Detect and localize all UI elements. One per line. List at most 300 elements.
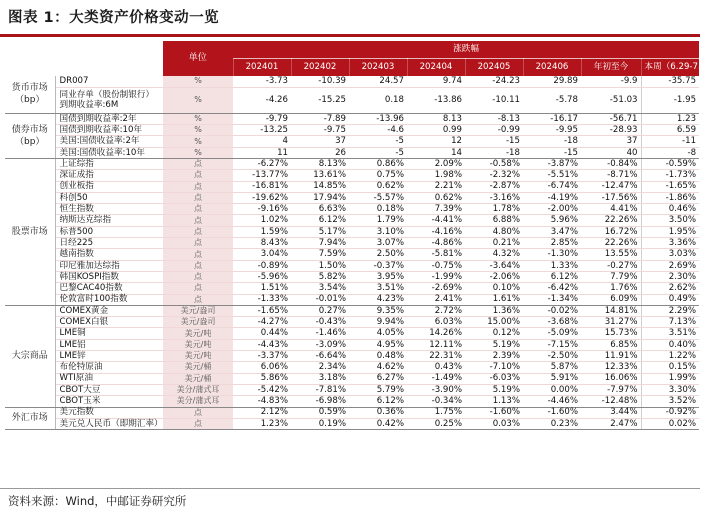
value-cell: -1.65% bbox=[233, 305, 291, 316]
value-cell: -1.86% bbox=[641, 192, 699, 203]
unit-cell: 点 bbox=[163, 204, 233, 215]
unit-cell: % bbox=[163, 147, 233, 158]
value-cell: 1.98% bbox=[407, 170, 465, 181]
value-cell: 0.49% bbox=[641, 294, 699, 305]
table-row bbox=[5, 418, 699, 429]
table-row bbox=[5, 328, 699, 339]
value-cell: 4.95% bbox=[349, 339, 407, 350]
asset-price-table bbox=[5, 41, 715, 430]
table-row bbox=[5, 407, 699, 418]
value-cell: 4.23% bbox=[349, 294, 407, 305]
unit-cell: 点 bbox=[163, 215, 233, 226]
table-row bbox=[5, 181, 699, 192]
value-cell: 3.10% bbox=[349, 226, 407, 237]
table-row bbox=[5, 238, 699, 249]
value-cell: 8.13% bbox=[291, 158, 349, 169]
unit-cell: 美元/吨 bbox=[163, 328, 233, 339]
value-cell: -2.69% bbox=[407, 283, 465, 294]
value-cell: 3.51% bbox=[349, 283, 407, 294]
value-cell: 0.12% bbox=[465, 328, 523, 339]
value-cell: -13.25 bbox=[233, 125, 291, 136]
value-cell: -4.86% bbox=[407, 238, 465, 249]
value-cell: -3.90% bbox=[407, 384, 465, 395]
asset-name: 韩国KOSPI指数 bbox=[55, 271, 163, 282]
value-cell: 1.23 bbox=[641, 113, 699, 124]
category-label: 股票市场 bbox=[5, 158, 55, 305]
table-row bbox=[5, 373, 699, 384]
value-cell: 14 bbox=[407, 147, 465, 158]
header-unit: 单位 bbox=[163, 41, 233, 76]
value-cell: 3.54% bbox=[291, 283, 349, 294]
value-cell: -0.01% bbox=[291, 294, 349, 305]
value-cell: -5.51% bbox=[523, 170, 581, 181]
value-cell: 24.57 bbox=[349, 76, 407, 87]
table-row bbox=[5, 158, 699, 169]
value-cell: 2.47% bbox=[581, 418, 641, 429]
value-cell: 6.12% bbox=[523, 271, 581, 282]
value-cell: 14.85% bbox=[291, 181, 349, 192]
table-row bbox=[5, 305, 699, 316]
value-cell: -4.6 bbox=[349, 125, 407, 136]
value-cell: -1.99% bbox=[407, 271, 465, 282]
category-label: 货币市场（bp） bbox=[5, 76, 55, 113]
value-cell: -12.47% bbox=[581, 181, 641, 192]
value-cell: 15.00% bbox=[465, 317, 523, 328]
unit-cell: 点 bbox=[163, 158, 233, 169]
header-period: 202405 bbox=[465, 59, 523, 77]
unit-cell: 点 bbox=[163, 181, 233, 192]
table-row bbox=[5, 87, 699, 113]
value-cell: 6.88% bbox=[465, 215, 523, 226]
chart-title: 图表 1：大类资产价格变动一览 bbox=[8, 10, 220, 26]
value-cell: 0.18 bbox=[349, 87, 407, 113]
asset-name: 美国:国债收益率:2年 bbox=[55, 136, 163, 147]
value-cell: -0.27% bbox=[581, 260, 641, 271]
value-cell: 6.59 bbox=[641, 125, 699, 136]
value-cell: 13.55% bbox=[581, 249, 641, 260]
value-cell: 0.02% bbox=[641, 418, 699, 429]
value-cell: -12.48% bbox=[581, 396, 641, 407]
value-cell: 6.63% bbox=[291, 204, 349, 215]
unit-cell: % bbox=[163, 136, 233, 147]
value-cell: 4.05% bbox=[349, 328, 407, 339]
asset-name: 科创50 bbox=[55, 192, 163, 203]
value-cell: 9.74 bbox=[407, 76, 465, 87]
asset-name: 美元兑人民币（即期汇率） bbox=[55, 418, 163, 429]
value-cell: 5.82% bbox=[291, 271, 349, 282]
unit-cell: % bbox=[163, 87, 233, 113]
value-cell: -1.73% bbox=[641, 170, 699, 181]
value-cell: -5 bbox=[349, 147, 407, 158]
value-cell: 2.12% bbox=[233, 407, 291, 418]
value-cell: 0.23% bbox=[523, 418, 581, 429]
value-cell: -18 bbox=[523, 136, 581, 147]
value-cell: -0.59% bbox=[641, 158, 699, 169]
unit-cell: 点 bbox=[163, 260, 233, 271]
category-label: 外汇市场 bbox=[5, 407, 55, 430]
value-cell: -4.43% bbox=[233, 339, 291, 350]
value-cell: 1.23% bbox=[233, 418, 291, 429]
value-cell: 0.03% bbox=[465, 418, 523, 429]
table-row bbox=[5, 192, 699, 203]
value-cell: 1.61% bbox=[465, 294, 523, 305]
value-cell: 5.19% bbox=[465, 384, 523, 395]
value-cell: 0.99 bbox=[407, 125, 465, 136]
value-cell: 1.75% bbox=[407, 407, 465, 418]
table-row bbox=[5, 136, 699, 147]
value-cell: 3.95% bbox=[349, 271, 407, 282]
value-cell: 1.22% bbox=[641, 351, 699, 362]
value-cell: -0.37% bbox=[349, 260, 407, 271]
value-cell: 5.79% bbox=[349, 384, 407, 395]
unit-cell: 点 bbox=[163, 249, 233, 260]
value-cell: 9.35% bbox=[349, 305, 407, 316]
value-cell: -0.99 bbox=[465, 125, 523, 136]
value-cell: -6.74% bbox=[523, 181, 581, 192]
value-cell: 17.94% bbox=[291, 192, 349, 203]
value-cell: -3.87% bbox=[523, 158, 581, 169]
asset-name: 美元指数 bbox=[55, 407, 163, 418]
value-cell: -3.16% bbox=[465, 192, 523, 203]
asset-name: CBOT玉米 bbox=[55, 396, 163, 407]
value-cell: -1.49% bbox=[407, 373, 465, 384]
value-cell: 2.41% bbox=[407, 294, 465, 305]
value-cell: 2.09% bbox=[407, 158, 465, 169]
value-cell: -13.96 bbox=[349, 113, 407, 124]
value-cell: 7.13% bbox=[641, 317, 699, 328]
value-cell: -0.43% bbox=[291, 317, 349, 328]
value-cell: -1.95 bbox=[641, 87, 699, 113]
value-cell: 5.96% bbox=[523, 215, 581, 226]
value-cell: 6.03% bbox=[407, 317, 465, 328]
value-cell: 16.72% bbox=[581, 226, 641, 237]
value-cell: -10.39 bbox=[291, 76, 349, 87]
value-cell: -4.41% bbox=[407, 215, 465, 226]
value-cell: -9.95 bbox=[523, 125, 581, 136]
value-cell: -2.50% bbox=[523, 351, 581, 362]
value-cell: 5.91% bbox=[523, 373, 581, 384]
value-cell: 1.59% bbox=[233, 226, 291, 237]
value-cell: -3.68% bbox=[523, 317, 581, 328]
value-cell: 3.44% bbox=[581, 407, 641, 418]
value-cell: 2.21% bbox=[407, 181, 465, 192]
source-note: 资料来源：Wind，中邮证券研究所 bbox=[8, 494, 187, 508]
value-cell: -7.89 bbox=[291, 113, 349, 124]
unit-cell: 点 bbox=[163, 283, 233, 294]
value-cell: 1.50% bbox=[291, 260, 349, 271]
unit-cell: 点 bbox=[163, 418, 233, 429]
value-cell: 0.62% bbox=[349, 181, 407, 192]
value-cell: 2.30% bbox=[641, 271, 699, 282]
value-cell: -6.42% bbox=[523, 283, 581, 294]
value-cell: -0.84% bbox=[581, 158, 641, 169]
value-cell: -9.16% bbox=[233, 204, 291, 215]
value-cell: 4 bbox=[233, 136, 291, 147]
table-row bbox=[5, 170, 699, 181]
unit-cell: % bbox=[163, 125, 233, 136]
asset-name: 国债到期收益率:2年 bbox=[55, 113, 163, 124]
value-cell: 1.76% bbox=[581, 283, 641, 294]
asset-name: 深证成指 bbox=[55, 170, 163, 181]
asset-name: LME锌 bbox=[55, 351, 163, 362]
value-cell: -7.15% bbox=[523, 339, 581, 350]
value-cell: -4.26 bbox=[233, 87, 291, 113]
header-period: 本周（6.29-7.5） bbox=[641, 59, 699, 77]
value-cell: -17.56% bbox=[581, 192, 641, 203]
value-cell: 7.94% bbox=[291, 238, 349, 249]
value-cell: 5.19% bbox=[465, 339, 523, 350]
value-cell: 3.51% bbox=[641, 328, 699, 339]
asset-name: 纳斯达克综指 bbox=[55, 215, 163, 226]
value-cell: -6.98% bbox=[291, 396, 349, 407]
table-row bbox=[5, 215, 699, 226]
value-cell: 1.13% bbox=[465, 396, 523, 407]
header-change-group: 涨跌幅 bbox=[233, 41, 699, 59]
value-cell: 1.02% bbox=[233, 215, 291, 226]
value-cell: 6.06% bbox=[233, 362, 291, 373]
value-cell: 3.18% bbox=[291, 373, 349, 384]
footer-divider bbox=[0, 488, 700, 489]
value-cell: -24.23 bbox=[465, 76, 523, 87]
value-cell: -15 bbox=[465, 136, 523, 147]
value-cell: 37 bbox=[581, 136, 641, 147]
table-row bbox=[5, 113, 699, 124]
value-cell: 0.44% bbox=[233, 328, 291, 339]
asset-name: 美国:国债收益率:10年 bbox=[55, 147, 163, 158]
header-period: 202404 bbox=[407, 59, 465, 77]
table-row bbox=[5, 294, 699, 305]
value-cell: -16.17 bbox=[523, 113, 581, 124]
value-cell: 3.50% bbox=[641, 215, 699, 226]
unit-cell: 美元/吨 bbox=[163, 339, 233, 350]
asset-name: WTI原油 bbox=[55, 373, 163, 384]
value-cell: 0.18% bbox=[349, 204, 407, 215]
value-cell: -5 bbox=[349, 136, 407, 147]
value-cell: 0.00% bbox=[523, 384, 581, 395]
value-cell: 8.43% bbox=[233, 238, 291, 249]
value-cell: -5.42% bbox=[233, 384, 291, 395]
value-cell: 5.87% bbox=[523, 362, 581, 373]
asset-name: CBOT大豆 bbox=[55, 384, 163, 395]
unit-cell: 美元/桶 bbox=[163, 373, 233, 384]
value-cell: 4.32% bbox=[465, 249, 523, 260]
value-cell: 0.42% bbox=[349, 418, 407, 429]
value-cell: -4.16% bbox=[407, 226, 465, 237]
value-cell: 16.06% bbox=[581, 373, 641, 384]
value-cell: 4.80% bbox=[465, 226, 523, 237]
value-cell: 0.48% bbox=[349, 351, 407, 362]
unit-cell: 点 bbox=[163, 192, 233, 203]
value-cell: -7.81% bbox=[291, 384, 349, 395]
value-cell: -13.86 bbox=[407, 87, 465, 113]
asset-name: 创业板指 bbox=[55, 181, 163, 192]
header-blank bbox=[5, 41, 163, 59]
value-cell: -1.33% bbox=[233, 294, 291, 305]
unit-cell: 点 bbox=[163, 226, 233, 237]
asset-name: LME铜 bbox=[55, 328, 163, 339]
category-label: 债券市场（bp） bbox=[5, 113, 55, 158]
table-row bbox=[5, 147, 699, 158]
value-cell: -6.03% bbox=[465, 373, 523, 384]
value-cell: -8 bbox=[641, 147, 699, 158]
asset-name: COMEX黄金 bbox=[55, 305, 163, 316]
value-cell: 2.29% bbox=[641, 305, 699, 316]
value-cell: 6.27% bbox=[349, 373, 407, 384]
value-cell: 0.10% bbox=[465, 283, 523, 294]
table-row bbox=[5, 226, 699, 237]
value-cell: 13.61% bbox=[291, 170, 349, 181]
value-cell: -0.92% bbox=[641, 407, 699, 418]
value-cell: 0.15% bbox=[641, 362, 699, 373]
value-cell: 0.36% bbox=[349, 407, 407, 418]
value-cell: -0.75% bbox=[407, 260, 465, 271]
value-cell: 3.04% bbox=[233, 249, 291, 260]
table-row bbox=[5, 351, 699, 362]
value-cell: 0.40% bbox=[641, 339, 699, 350]
unit-cell: 美元/盎司 bbox=[163, 317, 233, 328]
asset-name: DR007 bbox=[55, 76, 163, 87]
value-cell: -28.93 bbox=[581, 125, 641, 136]
value-cell: -19.62% bbox=[233, 192, 291, 203]
value-cell: -13.77% bbox=[233, 170, 291, 181]
value-cell: -0.02% bbox=[523, 305, 581, 316]
value-cell: 0.21% bbox=[465, 238, 523, 249]
value-cell: 22.31% bbox=[407, 351, 465, 362]
value-cell: -15 bbox=[523, 147, 581, 158]
unit-cell: 点 bbox=[163, 238, 233, 249]
unit-cell: 美元/桶 bbox=[163, 362, 233, 373]
value-cell: -35.75 bbox=[641, 76, 699, 87]
asset-name: 日经225 bbox=[55, 238, 163, 249]
value-cell: 8.13 bbox=[407, 113, 465, 124]
value-cell: 1.95% bbox=[641, 226, 699, 237]
value-cell: -4.19% bbox=[523, 192, 581, 203]
value-cell: -5.57% bbox=[349, 192, 407, 203]
value-cell: 11 bbox=[233, 147, 291, 158]
asset-name: LME铝 bbox=[55, 339, 163, 350]
value-cell: -16.81% bbox=[233, 181, 291, 192]
value-cell: 0.86% bbox=[349, 158, 407, 169]
value-cell: -10.11 bbox=[465, 87, 523, 113]
asset-name: 同业存单（股份制银行）到期收益率:6M bbox=[55, 87, 163, 113]
value-cell: 15.73% bbox=[581, 328, 641, 339]
value-cell: -9.79 bbox=[233, 113, 291, 124]
table-row bbox=[5, 396, 699, 407]
value-cell: 3.52% bbox=[641, 396, 699, 407]
asset-name: COMEX白银 bbox=[55, 317, 163, 328]
value-cell: 2.85% bbox=[523, 238, 581, 249]
unit-cell: 美元/盎司 bbox=[163, 305, 233, 316]
value-cell: 29.89 bbox=[523, 76, 581, 87]
value-cell: 4.41% bbox=[581, 204, 641, 215]
value-cell: -4.27% bbox=[233, 317, 291, 328]
value-cell: 3.36% bbox=[641, 238, 699, 249]
value-cell: 0.27% bbox=[291, 305, 349, 316]
value-cell: -0.34% bbox=[407, 396, 465, 407]
table-row bbox=[5, 362, 699, 373]
value-cell: 11.91% bbox=[581, 351, 641, 362]
asset-name: 布伦特原油 bbox=[55, 362, 163, 373]
value-cell: -2.32% bbox=[465, 170, 523, 181]
unit-cell: 点 bbox=[163, 294, 233, 305]
table-row bbox=[5, 339, 699, 350]
value-cell: -1.60% bbox=[465, 407, 523, 418]
asset-name: 上证综指 bbox=[55, 158, 163, 169]
asset-name: 巴黎CAC40指数 bbox=[55, 283, 163, 294]
table-row bbox=[5, 283, 699, 294]
value-cell: 2.69% bbox=[641, 260, 699, 271]
header-blank-2 bbox=[5, 59, 163, 77]
unit-cell: % bbox=[163, 113, 233, 124]
header-period: 202406 bbox=[523, 59, 581, 77]
value-cell: 1.99% bbox=[641, 373, 699, 384]
value-cell: 40 bbox=[581, 147, 641, 158]
asset-name: 国债到期收益率:10年 bbox=[55, 125, 163, 136]
value-cell: 6.12% bbox=[349, 396, 407, 407]
value-cell: 14.81% bbox=[581, 305, 641, 316]
value-cell: 26 bbox=[291, 147, 349, 158]
value-cell: 2.62% bbox=[641, 283, 699, 294]
table-row bbox=[5, 76, 699, 87]
unit-cell: 点 bbox=[163, 170, 233, 181]
value-cell: -0.89% bbox=[233, 260, 291, 271]
value-cell: -2.87% bbox=[465, 181, 523, 192]
value-cell: 31.27% bbox=[581, 317, 641, 328]
value-cell: -1.34% bbox=[523, 294, 581, 305]
value-cell: 0.62% bbox=[407, 192, 465, 203]
value-cell: -1.65% bbox=[641, 181, 699, 192]
value-cell: -15.25 bbox=[291, 87, 349, 113]
header-period: 年初至今 bbox=[581, 59, 641, 77]
value-cell: -7.10% bbox=[465, 362, 523, 373]
value-cell: 1.78% bbox=[465, 204, 523, 215]
value-cell: -1.30% bbox=[523, 249, 581, 260]
value-cell: -8.71% bbox=[581, 170, 641, 181]
value-cell: 1.79% bbox=[349, 215, 407, 226]
value-cell: -5.81% bbox=[407, 249, 465, 260]
value-cell: 22.26% bbox=[581, 238, 641, 249]
asset-name: 恒生指数 bbox=[55, 204, 163, 215]
value-cell: 14.26% bbox=[407, 328, 465, 339]
value-cell: -5.96% bbox=[233, 271, 291, 282]
value-cell: 6.85% bbox=[581, 339, 641, 350]
value-cell: -11 bbox=[641, 136, 699, 147]
value-cell: 12.11% bbox=[407, 339, 465, 350]
value-cell: 7.39% bbox=[407, 204, 465, 215]
table-row bbox=[5, 204, 699, 215]
value-cell: 3.47% bbox=[523, 226, 581, 237]
value-cell: 0.75% bbox=[349, 170, 407, 181]
table-row bbox=[5, 271, 699, 282]
value-cell: -3.73 bbox=[233, 76, 291, 87]
value-cell: -2.06% bbox=[465, 271, 523, 282]
table-row bbox=[5, 317, 699, 328]
unit-cell: 美分/蒲式耳 bbox=[163, 396, 233, 407]
value-cell: 7.79% bbox=[581, 271, 641, 282]
asset-name: 印尼雅加达综指 bbox=[55, 260, 163, 271]
unit-cell: 美分/蒲式耳 bbox=[163, 384, 233, 395]
value-cell: -2.00% bbox=[523, 204, 581, 215]
header-period: 202402 bbox=[291, 59, 349, 77]
value-cell: 6.09% bbox=[581, 294, 641, 305]
header-period: 202401 bbox=[233, 59, 291, 77]
value-cell: -6.64% bbox=[291, 351, 349, 362]
table-body bbox=[5, 76, 699, 430]
value-cell: -6.27% bbox=[233, 158, 291, 169]
value-cell: -7.97% bbox=[581, 384, 641, 395]
header-period: 202403 bbox=[349, 59, 407, 77]
title-divider bbox=[0, 34, 700, 37]
